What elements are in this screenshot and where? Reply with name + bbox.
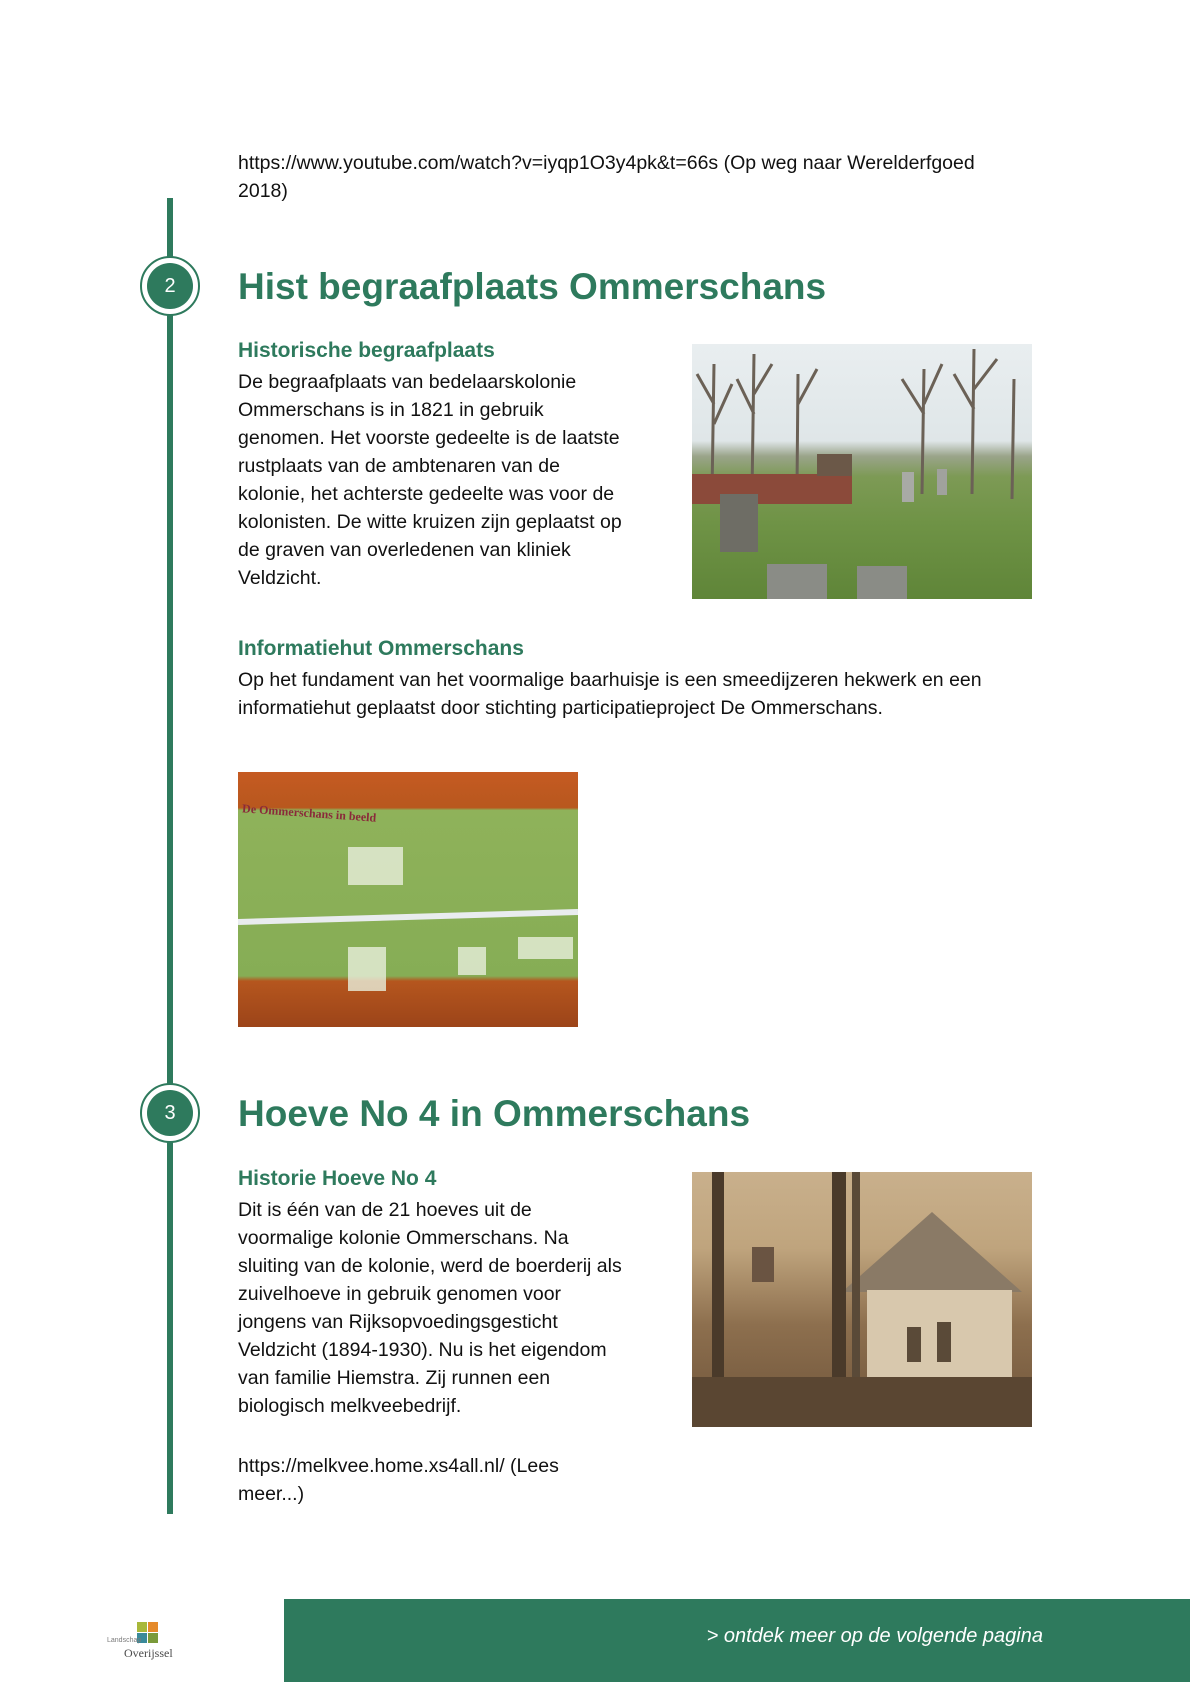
logo-small-text: Landschap <box>107 1637 142 1644</box>
section-number: 3 <box>147 1090 193 1136</box>
section-marker-3 <box>140 1083 200 1143</box>
youtube-link[interactable]: https://www.youtube.com/watch?v=iyqp1O3y4pk&t=66s (Op weg naar Werelderfgoed 2018) <box>238 152 975 202</box>
body-line: zuivelhoeve in gebruik genomen voor <box>238 1283 562 1305</box>
information-panel-photo <box>238 772 578 1027</box>
panel-title: De Ommerschans in beeld <box>241 801 377 825</box>
section-marker-2 <box>140 256 200 316</box>
subsection-body <box>238 368 658 592</box>
body-line: biologisch melkveebedrijf. <box>238 1395 462 1417</box>
body-line: Veldzicht (1894-1930). Nu is het eigendom <box>238 1339 607 1361</box>
subsection-body <box>238 1196 658 1420</box>
subsection-heading: Informatiehut Ommerschans <box>238 637 524 660</box>
body-line: jongens van Rijksopvoedingsgesticht <box>238 1311 558 1333</box>
body-line: Dit is één van de 21 hoeves uit de <box>238 1199 532 1221</box>
section-title: Hist begraafplaats Ommerschans <box>238 266 827 307</box>
footer-bar <box>284 1599 1190 1682</box>
body-line: informatiehut geplaatst door stichting participatieproject De Ommerschans. <box>238 697 883 719</box>
subsection-heading: Historische begraafplaats <box>238 339 495 362</box>
link-line[interactable]: https://melkvee.home.xs4all.nl/ (Lees <box>238 1455 559 1477</box>
body-line: de graven van overledenen van kliniek <box>238 539 571 561</box>
body-line: voormalige kolonie Ommerschans. Na <box>238 1227 569 1249</box>
body-line: kolonie, het achterste gedeelte was voor de <box>238 483 615 505</box>
landschap-overijssel-logo <box>105 1622 185 1662</box>
body-line: Veldzicht. <box>238 567 322 589</box>
farmhouse-photo <box>692 1172 1032 1427</box>
link-line[interactable]: meer...) <box>238 1483 305 1505</box>
section-number: 2 <box>147 263 193 309</box>
next-page-link[interactable]: > ontdek meer op de volgende pagina <box>706 1625 1043 1647</box>
body-line: kolonisten. De witte kruizen zijn geplaatst op <box>238 511 622 533</box>
subsection-body <box>238 666 1038 722</box>
logo-big-text: Overijssel <box>124 1646 173 1660</box>
body-line: Ommerschans is in 1821 in gebruik <box>238 399 544 421</box>
body-line: sluiting van de kolonie, werd de boerderij als <box>238 1255 622 1277</box>
timeline-line <box>167 198 173 1514</box>
body-line: van familie Hiemstra. Zij runnen een <box>238 1367 551 1389</box>
body-line: De begraafplaats van bedelaarskolonie <box>238 371 577 393</box>
subsection-heading: Historie Hoeve No 4 <box>238 1167 437 1190</box>
section-title: Hoeve No 4 in Ommerschans <box>238 1093 751 1134</box>
body-line: genomen. Het voorste gedeelte is de laatste <box>238 427 620 449</box>
body-line: Op het fundament van het voormalige baarhuisje is een smeedijzeren hekwerk en een <box>238 669 982 691</box>
melkvee-link[interactable] <box>238 1452 658 1508</box>
cemetery-photo <box>692 344 1032 599</box>
body-line: rustplaats van de ambtenaren van de <box>238 455 560 477</box>
